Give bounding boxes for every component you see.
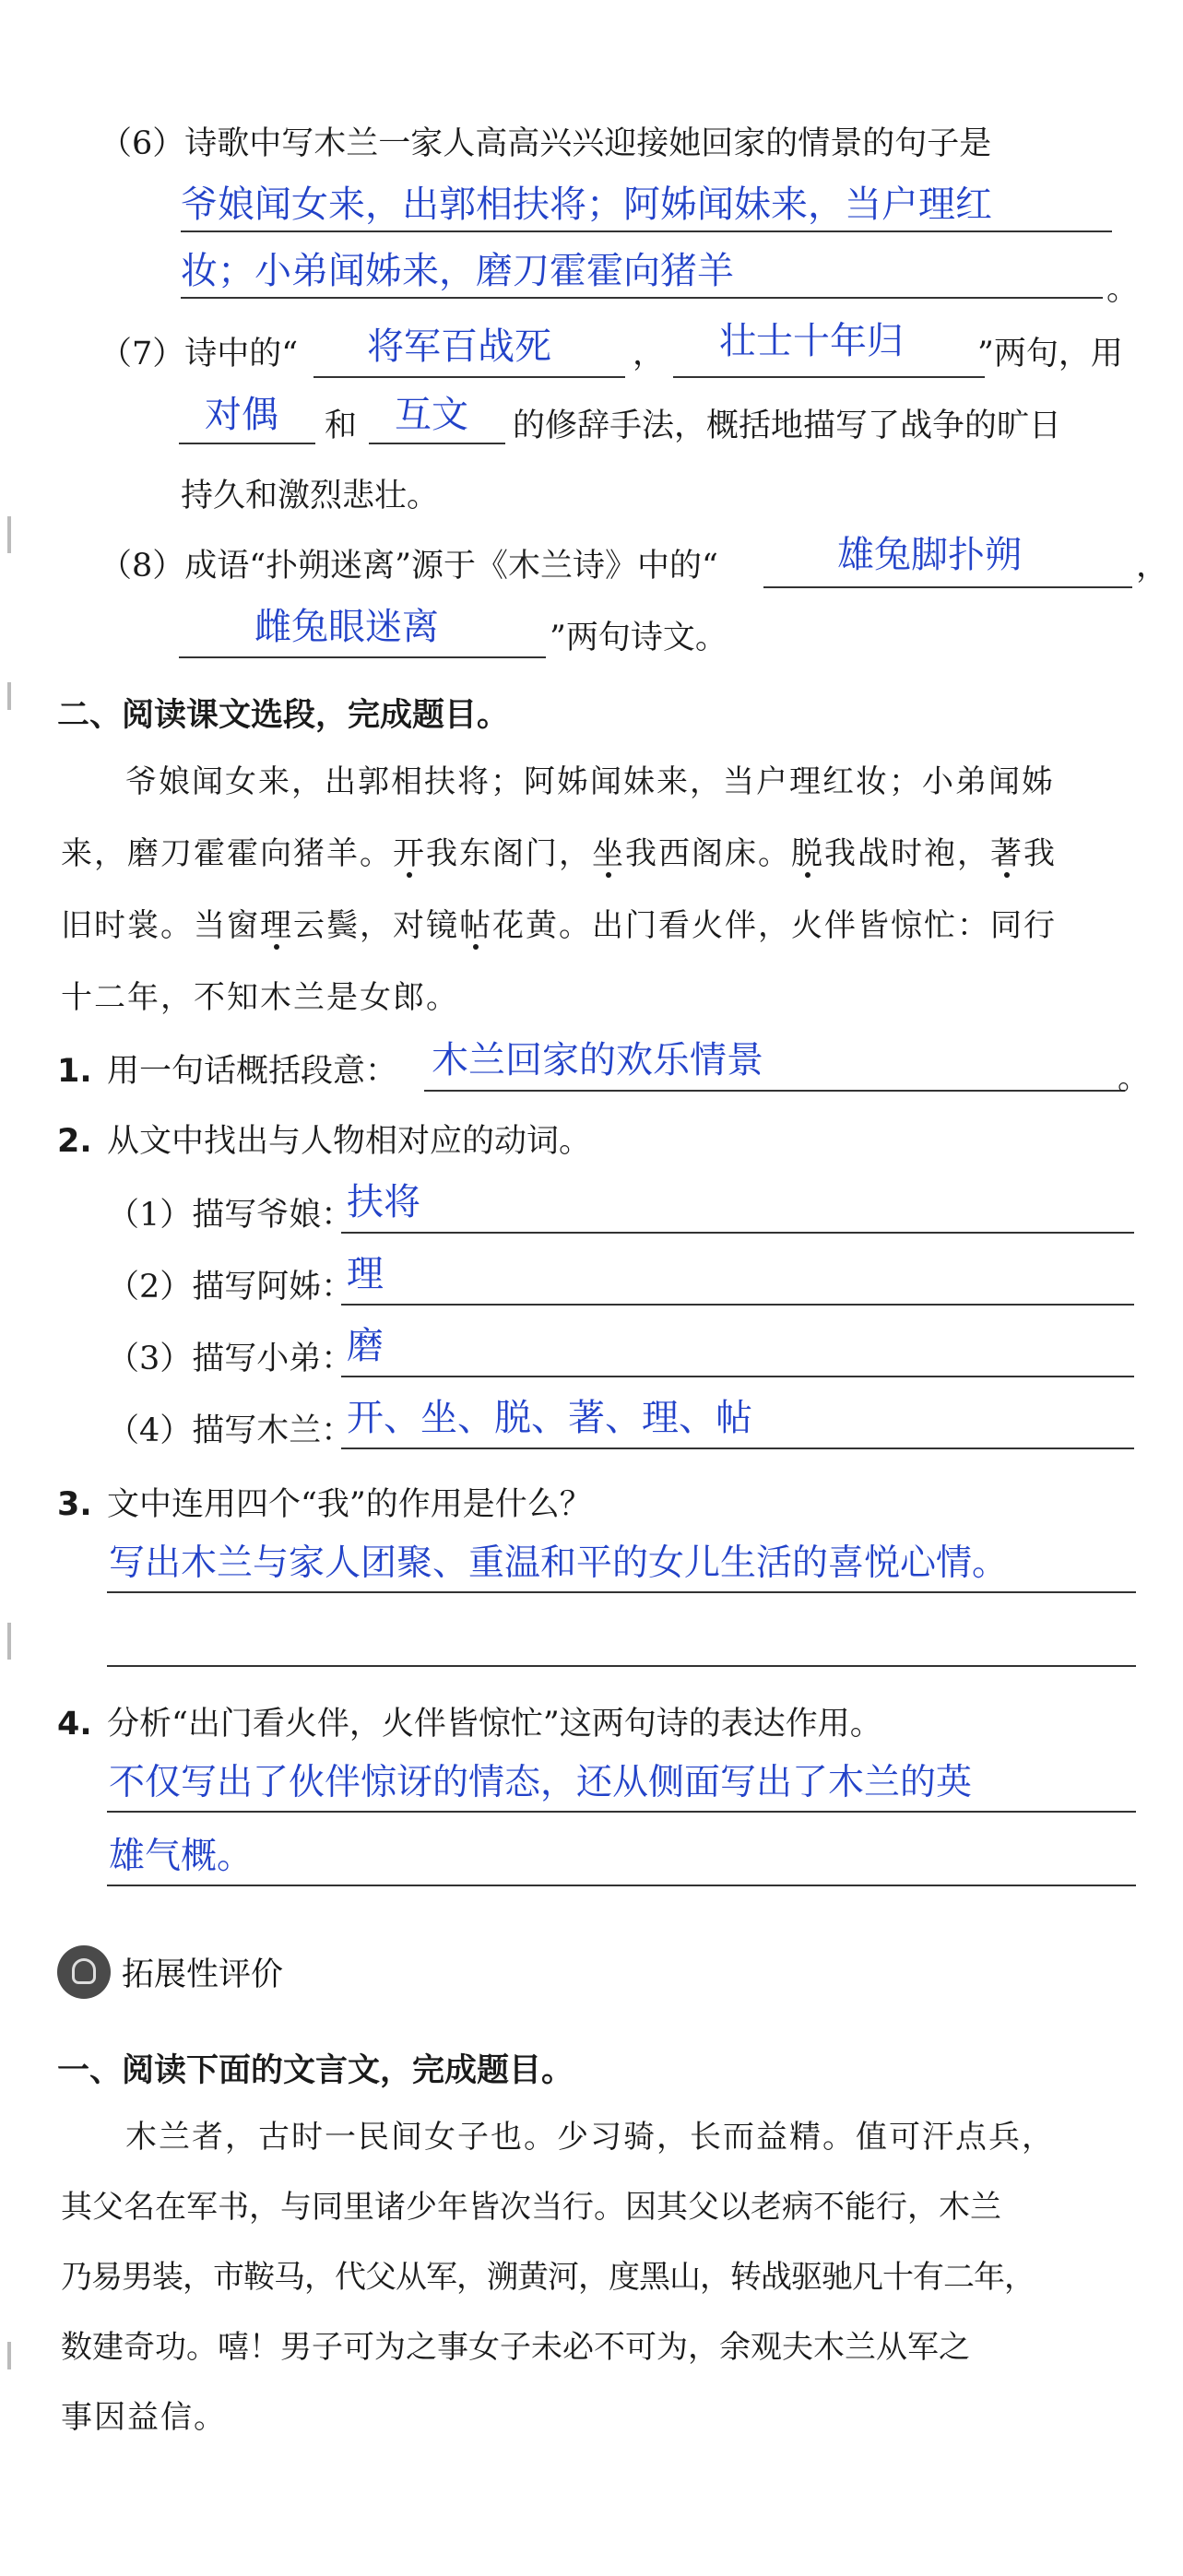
q2-item-blank [341,1376,1134,1377]
q7-prefix: （7）诗中的“ [100,336,299,372]
passage-text: 花黄。出门看火伴，火伴皆惊忙：同行 [492,907,1057,944]
q2-item-answer[interactable]: 理 [347,1253,384,1295]
classical-passage-line-1: 木兰者，古时一民间女子也。少习骑，长而益精。值可汗点兵， [125,2119,1055,2156]
q4-blank-2 [107,1885,1136,1886]
q7-blank-a [313,376,625,378]
passage-line-3 [61,900,1057,951]
q3-blank-1 [107,1591,1136,1593]
q3-blank-2 [107,1665,1136,1667]
q8-separator: ， [1136,548,1169,585]
q7-answer-b[interactable]: 壮士十年归 [719,320,904,362]
q6-blank-line1 [181,230,1112,232]
passage-text: 旧时裳。当窗 [61,907,260,944]
q6-end-mark: 。 [1106,271,1140,308]
q7-answer-d[interactable]: 互文 [395,394,468,436]
binding-mark [7,1623,11,1660]
binding-mark [7,682,11,710]
q8-answer-b[interactable]: 雌兔眼迷离 [254,606,439,648]
dotted-char: 理 [260,907,293,944]
q7-line3: 持久和激烈悲壮。 [181,478,440,514]
q7-answer-a[interactable]: 将军百战死 [367,325,551,368]
q1-end-mark: 。 [1118,1060,1151,1097]
q2-text: 从文中找出与人物相对应的动词。 [107,1123,592,1160]
q7-and: 和 [325,408,358,444]
q4-text: 分析“出门看火伴，火伴皆惊忙”这两句诗的表达作用。 [107,1706,882,1743]
q7-line2-rest: 的修辞手法，概括地描写了战争的旷日 [513,408,1062,444]
binding-mark [7,516,11,553]
q1-answer[interactable]: 木兰回家的欢乐情景 [432,1039,763,1081]
dotted-char: 开 [393,835,426,872]
q7-blank-b [673,376,985,378]
q4-number: 4. [57,1706,92,1743]
q1-number: 1. [57,1053,92,1090]
binding-mark [7,2342,11,2369]
q2-item-blank [341,1232,1134,1234]
q2-item-label: （2）描写阿姊： [107,1269,354,1306]
q3-text: 文中连用四个“我”的作用是什么？ [107,1486,592,1523]
q4-answer-line2[interactable]: 雄气概。 [109,1836,254,1877]
section3-title: 一、阅读下面的文言文，完成题目。 [57,2052,574,2089]
q2-item-answer[interactable]: 扶将 [347,1181,420,1223]
extended-evaluation-badge [57,1945,283,1999]
classical-passage-line-3: 乃易男装，市鞍马，代父从军，溯黄河，度黑山，转战驱驰凡十有二年， [61,2259,1035,2296]
q2-item-label: （4）描写木兰： [107,1412,354,1449]
q7-answer-c[interactable]: 对偶 [205,394,278,436]
passage-line-4: 十二年，不知木兰是女郎。 [61,979,459,1016]
q2-item-answer[interactable]: 开、坐、脱、著、理、帖 [347,1397,752,1439]
q2-item-blank [341,1304,1134,1306]
q8-blank-b [179,656,546,658]
q7-suffix: ”两句，用 [977,336,1123,372]
q8-prefix: （8）成语“扑朔迷离”源于《木兰诗》中的“ [100,548,718,585]
q7-blank-c [179,443,315,444]
passage-text: 云鬓，对镜 [293,907,459,944]
dotted-char: 帖 [459,907,492,944]
classical-passage-line-2: 其父名在军书，与同里诸少年皆次当行。因其父以老病不能行，木兰 [61,2189,1001,2226]
passage-line-2 [61,828,1057,880]
classical-passage-line-5: 事因益信。 [61,2399,227,2436]
passage-text: 我东阁门， [426,835,592,872]
q8-answer-a[interactable]: 雄兔脚扑朔 [837,534,1022,576]
q4-blank-1 [107,1811,1136,1813]
q6-blank-line2 [181,297,1103,299]
q1-text: 用一句话概括段意： [107,1053,398,1090]
passage-text: 我西阁床。 [625,835,791,872]
q2-item-label: （3）描写小弟： [107,1341,354,1377]
q3-number: 3. [57,1486,92,1523]
section2-title: 二、阅读课文选段，完成题目。 [57,697,510,734]
q2-item-answer[interactable]: 磨 [347,1325,384,1367]
dotted-char: 脱 [791,835,824,872]
q7-blank-d [369,443,505,444]
badge-label: 拓展性评价 [122,1956,284,1993]
q7-separator: ， [633,336,666,372]
q6-question: （6）诗歌中写木兰一家人高高兴兴迎接她回家的情景的句子是 [100,125,992,162]
q1-blank [424,1090,1125,1092]
q2-item-label: （1）描写爷娘： [107,1197,354,1234]
dotted-char: 著 [990,835,1023,872]
passage-text: 我战时袍， [824,835,990,872]
q8-blank-a [763,586,1132,588]
dotted-char: 坐 [592,835,625,872]
brain-gear-icon [57,1945,111,1999]
q4-answer-line1[interactable]: 不仅写出了伙伴惊讶的情态，还从侧面写出了木兰的英 [109,1762,973,1803]
passage-line-1: 爷娘闻女来，出郭相扶将；阿姊闻妹来，当户理红妆；小弟闻姊 [125,763,1055,800]
passage-text: 我 [1023,835,1057,872]
classical-passage-line-4: 数建奇功。嘻！男子可为之事女子未必不可为，余观夫木兰从军之 [61,2329,970,2366]
q3-answer[interactable]: 写出木兰与家人团聚、重温和平的女儿生活的喜悦心情。 [109,1542,1009,1584]
q2-item-blank [341,1448,1134,1449]
q8-suffix: ”两句诗文。 [550,620,728,656]
passage-text: 来，磨刀霍霍向猪羊。 [61,835,393,872]
q6-answer-line2[interactable]: 妆；小弟闻姊来，磨刀霍霍向猪羊 [181,250,734,292]
q6-answer-line1[interactable]: 爷娘闻女来，出郭相扶将；阿姊闻妹来，当户理红 [181,183,992,226]
q2-number: 2. [57,1123,92,1160]
